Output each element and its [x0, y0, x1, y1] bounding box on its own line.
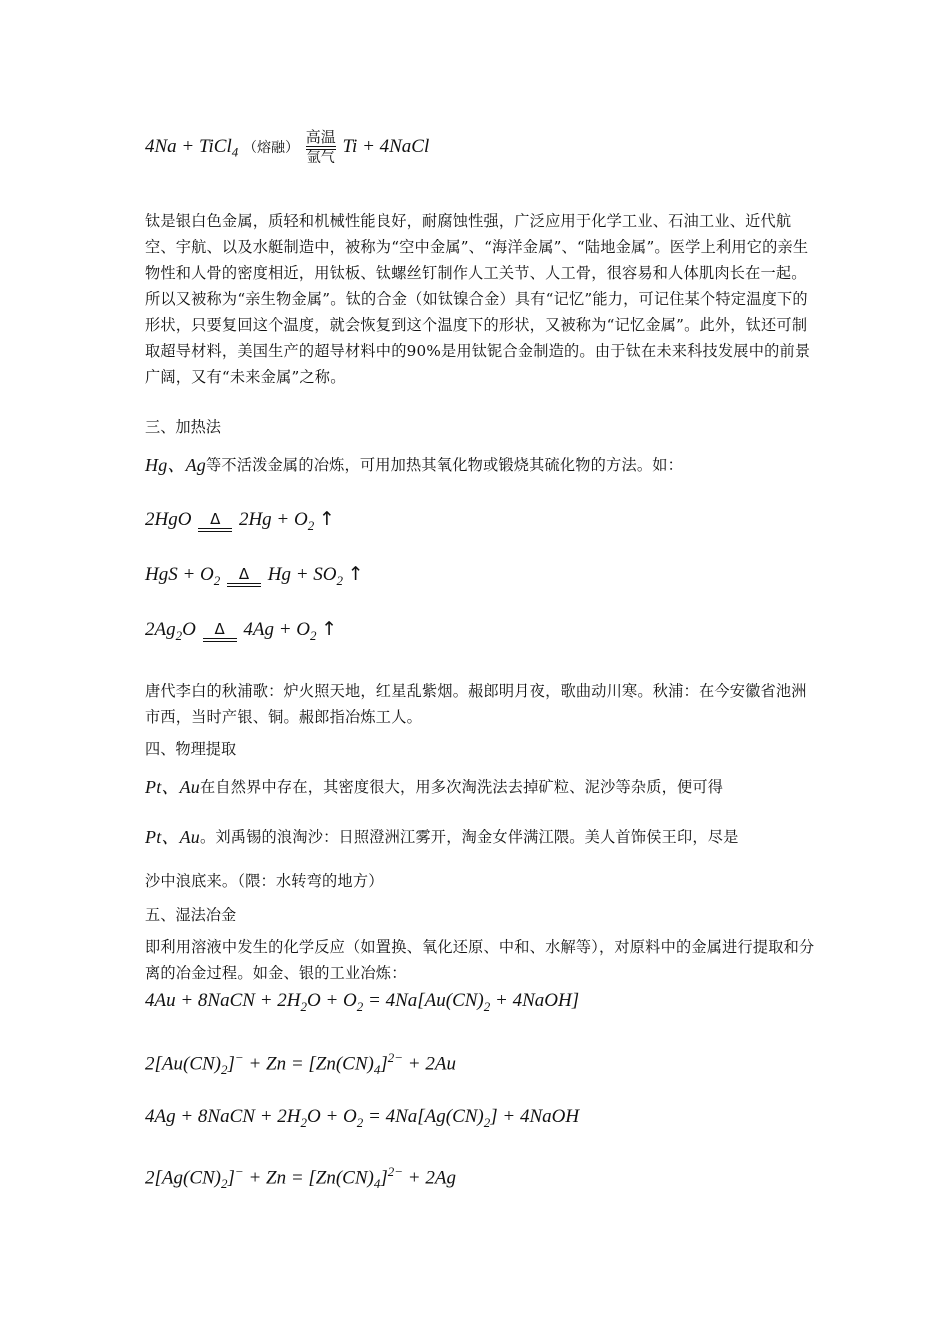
equation-ag-zinc: $2[Ag(CN)_2]^- + Zn = [Zn(CN)_4]^{2-} + 2Ag$	[145, 1164, 456, 1192]
eq-right: Ti + 4NaCl	[342, 135, 430, 157]
elements-hg-ag: Hg、Ag	[145, 455, 206, 475]
heading-physical: 四、物理提取	[145, 740, 237, 758]
eq-left: 4Na + TiCl	[145, 135, 232, 157]
equation-au-zinc: $2[Au(CN)_2]^- + Zn = [Zn(CN)_4]^{2-} + 2Au$	[145, 1050, 456, 1078]
condition-bottom: 氩气	[306, 150, 335, 166]
delta-condition: Δ	[203, 620, 237, 642]
equation-ag2o: $2Ag_2O$ Δ $4Ag + O_2$ ↑	[145, 618, 338, 643]
delta-condition: Δ	[227, 565, 261, 587]
elements-pt-au: Pt、Au	[145, 777, 200, 797]
heating-text: 等不活泼金属的冶炼，可用加热其氧化物或锻烧其硫化物的方法。如：	[206, 456, 684, 474]
equation-au-cyanide: 4Au + 8NaCN + $2H_2O + O_2 = 4Na[Au(CN)_2$ + 4NaOH]	[145, 990, 580, 1014]
paragraph-wet: 即利用溶液中发生的化学反应（如置换、氧化还原、中和、水解等），对原料中的金属进行提取和分离的冶金过程。如金、银的工业冶炼：	[145, 938, 815, 982]
eq-note: （熔融）	[243, 139, 299, 156]
condition-top: 高温	[305, 128, 336, 146]
paragraph-poem-liu-end: 沙中浪底来。（隈：水转弯的地方）	[145, 872, 384, 890]
equation-hgs: HgS + $O_2$ Δ $Hg + SO_2$ ↑	[145, 563, 364, 588]
reaction-condition	[306, 128, 336, 167]
paragraph-poem-libai: 唐代李白的秋浦歌：炉火照天地，红星乱紫烟。赧郎明月夜，歌曲动川寒。秋浦：在今安徽省池洲市西，当时产银、铜。赧郎指冶炼工人。	[145, 682, 807, 726]
eq-sub: 4	[231, 144, 239, 160]
delta-condition: Δ	[198, 510, 232, 532]
equation-ag-cyanide: 4Ag + 8NaCN + $2H_2O + O_2 = 4Na[Ag(CN)_2]$ + 4NaOH	[145, 1106, 580, 1130]
heading-heating: 三、加热法	[145, 418, 221, 436]
heading-wet: 五、湿法冶金	[145, 906, 237, 924]
paragraph-heating	[145, 452, 815, 478]
equation-titanium	[145, 128, 429, 167]
paragraph-titanium: 钛是银白色金属，质轻和机械性能良好，耐腐蚀性强，广泛应用于化学工业、石油工业、近代航空、宇航、以及水艇制造中，被称为“空中金属”、“海洋金属”、“陆地金属”。医学上利用它的亲生物性和人骨的密度相近，用钛板、钛螺丝钉制作人工关节、人工骨，很容易和人体肌肉长在一起。所以又被称为“亲生物金属”。钛的合金（如钛镍合金）具有“记忆”能力，可记住某个特定温度下的形状，只要复回这个温度，就会恢复到这个温度下的形状，又被称为“记忆金属”。此外，钛还可制取超导材料，美国生产的超导材料中的90%是用钛铌合金制造的。由于钛在未来科技发展中的前景广阔，又有“未来金属”之称。	[145, 212, 811, 386]
elements-pt-au-2: Pt、Au	[145, 827, 200, 847]
equation-hgo: 2HgO Δ $2Hg + O_2$ ↑	[145, 508, 335, 533]
paragraph-physical: Pt、Au在自然界中存在，其密度很大，用多次淘洗法去掉矿粒、泥沙等杂质，便可得	[145, 777, 724, 797]
paragraph-poem-liu: Pt、Au。刘禹锡的浪淘沙：日照澄洲江雾开，淘金女伴满江隈。美人首饰侯王印，尽是	[145, 827, 739, 847]
